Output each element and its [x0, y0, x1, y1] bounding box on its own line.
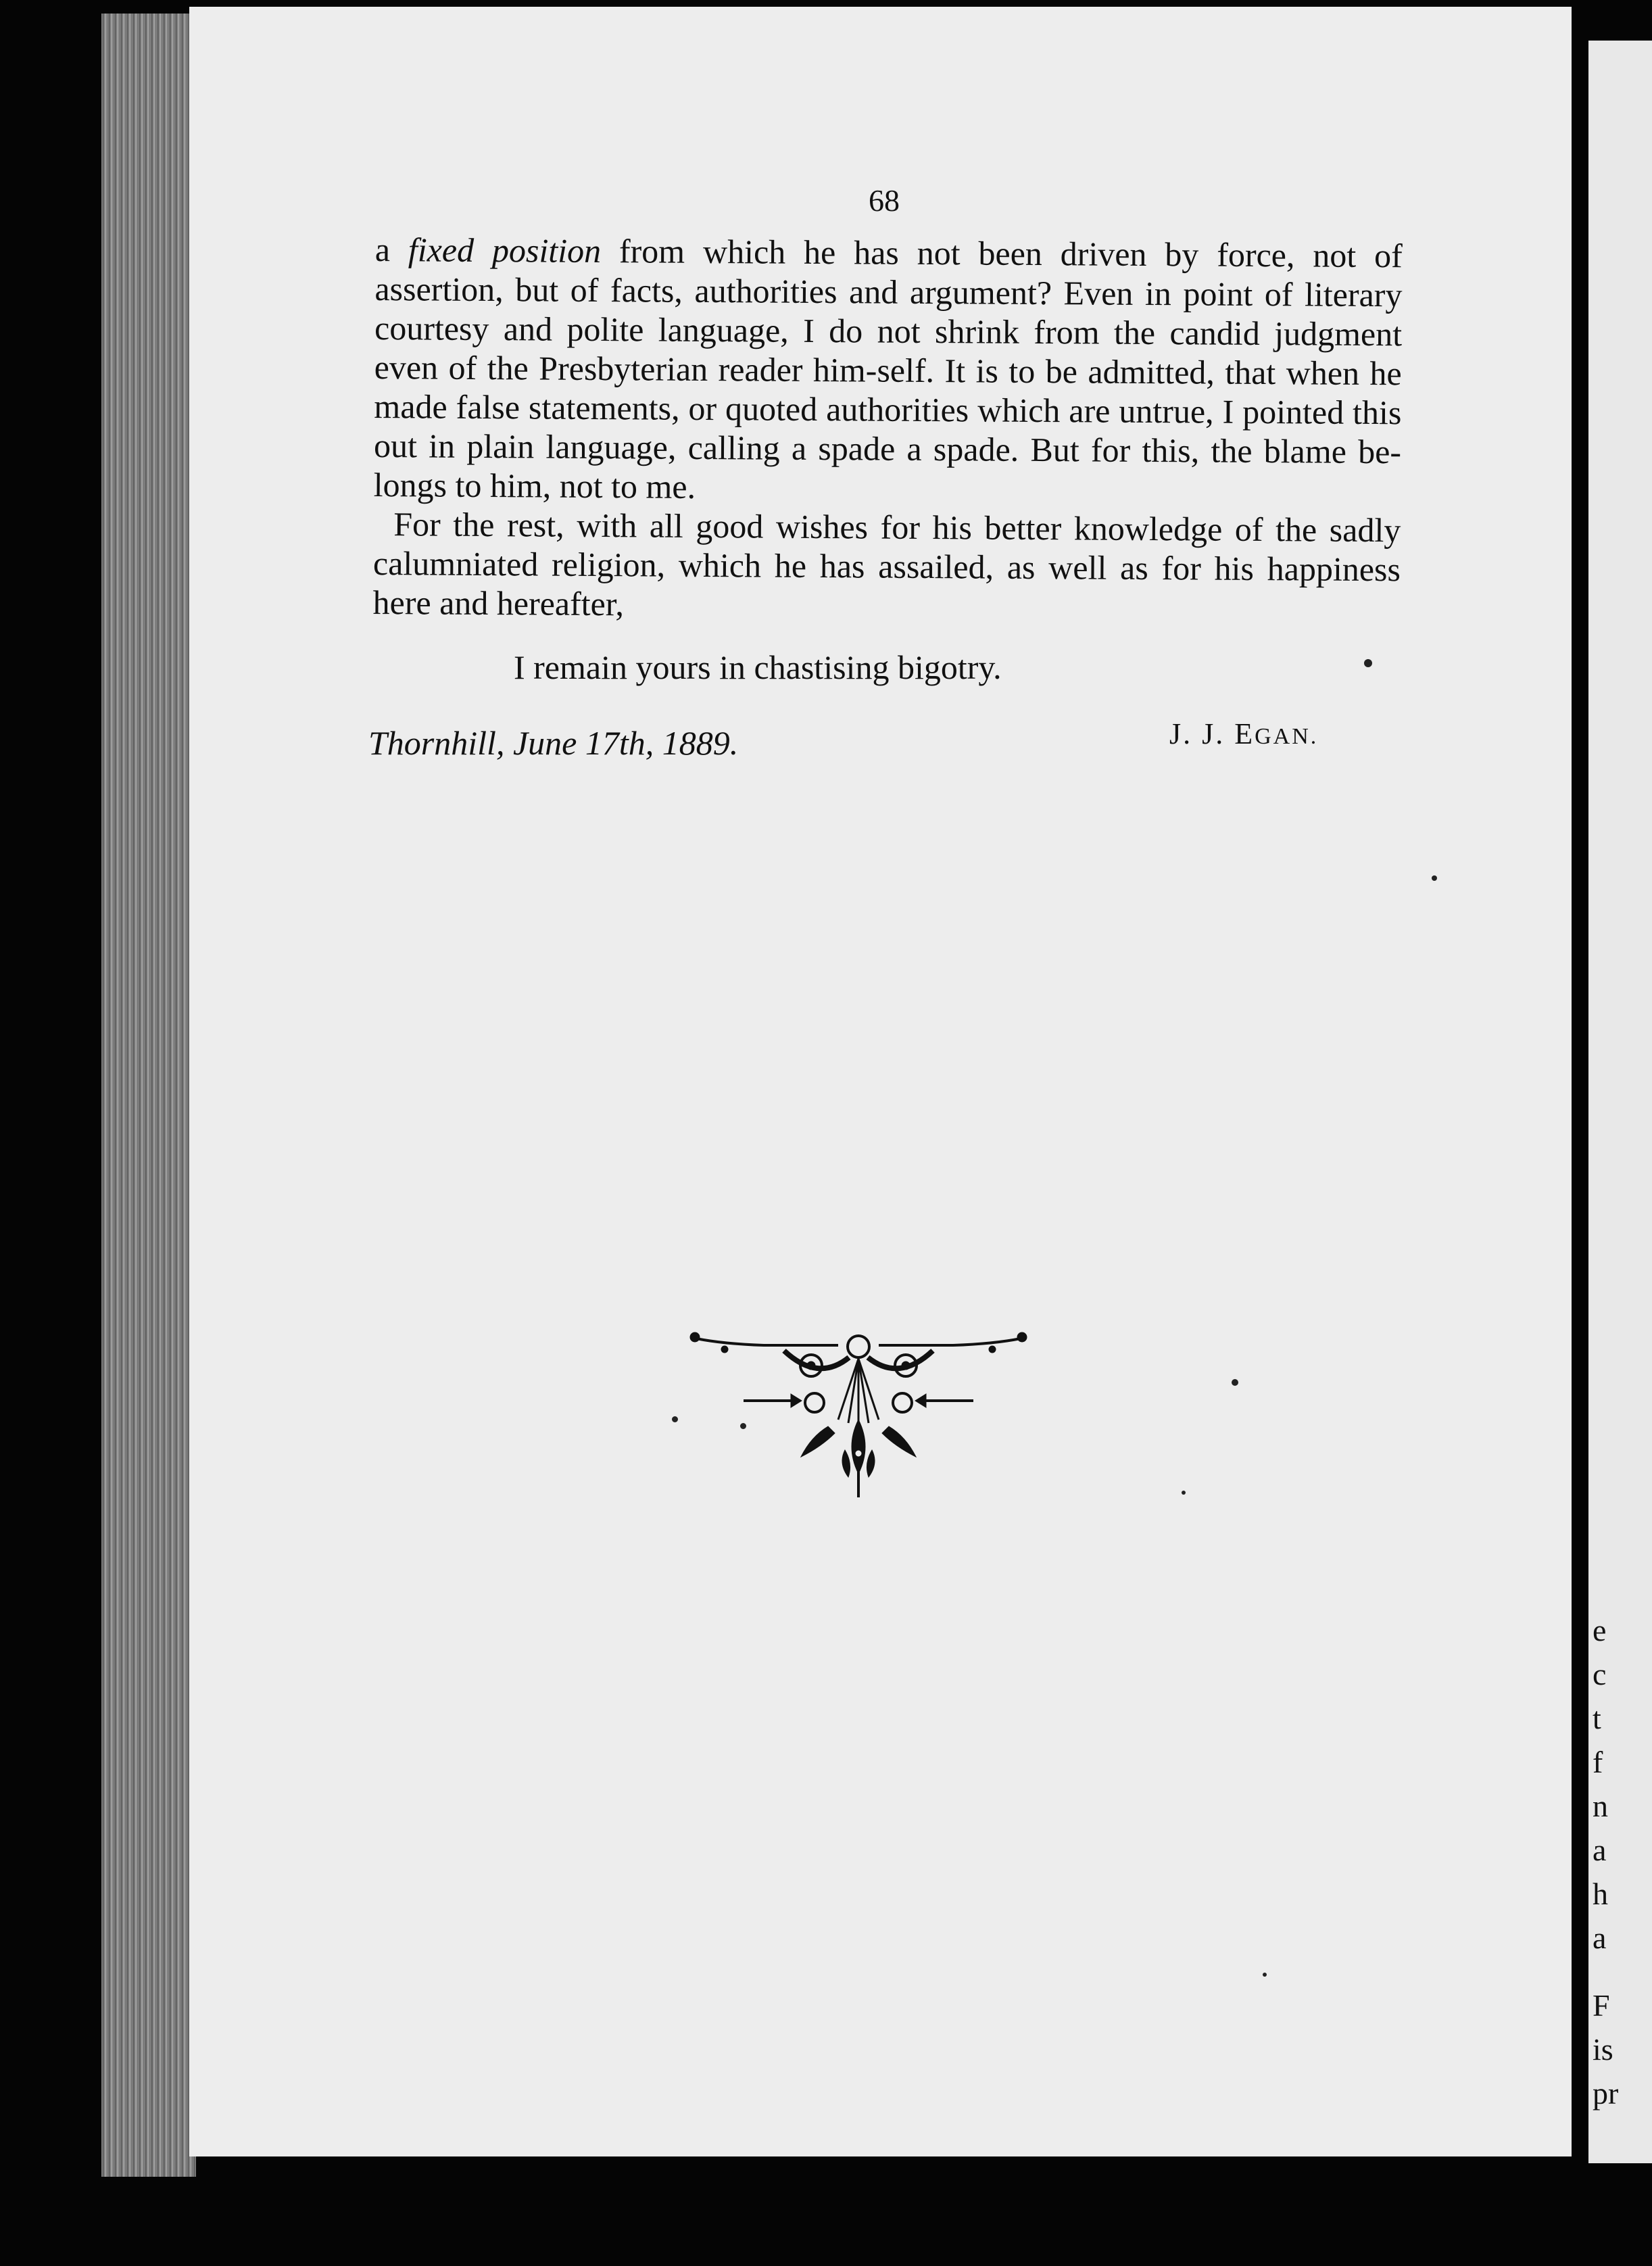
facing-page-edge — [1588, 41, 1652, 2163]
signature — [1169, 717, 1318, 751]
facing-page-fragment: c — [1593, 1657, 1607, 1691]
facing-page-fragment: a — [1593, 1833, 1607, 1867]
scan-speck — [1182, 1491, 1186, 1495]
letter-body — [372, 230, 1403, 628]
scan-speck — [1432, 875, 1437, 881]
scan-speck — [1364, 659, 1372, 667]
facing-page-fragment: is — [1593, 2032, 1613, 2067]
scan-speck — [672, 1416, 678, 1422]
paragraph-2: For the rest, with all good wishes for his better knowledge of the sadly calumniated religion, which he has assailed, as well as for his happiness here and hereafter, — [372, 505, 1401, 623]
dateline: Thornhill, June 17th, 1889. — [368, 724, 739, 762]
page-number: 68 — [869, 183, 900, 218]
facing-page-fragment: a — [1593, 1921, 1607, 1955]
scan-speck — [1263, 1973, 1267, 1977]
scan-speck — [740, 1423, 746, 1429]
facing-page-fragment: pr — [1593, 2076, 1619, 2111]
paragraph-1-lead: a — [374, 230, 409, 269]
facing-page-fragment: f — [1593, 1745, 1603, 1779]
facing-page-fragment: n — [1593, 1789, 1608, 1823]
facing-page-fragment: t — [1593, 1701, 1601, 1735]
ornament-tailpiece-icon — [683, 1318, 1034, 1501]
signature-initials: J. J. E — [1169, 717, 1255, 750]
book-page-edges — [101, 14, 196, 2177]
facing-page-fragment: e — [1593, 1613, 1607, 1647]
closing-line: I remain yours in chastising bigotry. — [514, 648, 1002, 686]
paragraph-1-text: from which he has not been driven by force, not of assertion, but of facts, authorities and argument? Even in point of literary courtesy and polite language, I do not shrink from the candid judgment even of the Presbyterian reader him-self. It is to be admitted, that when he made false statements, or quoted authorities which are untrue, I pointed this out in plain language, calling a spade a spade. But for this, the blame be-longs to him, not to me. — [373, 232, 1403, 506]
facing-page-fragment: h — [1593, 1877, 1608, 1911]
paragraph-1 — [374, 230, 1403, 510]
facing-page-fragment: F — [1593, 1988, 1610, 2023]
signature-surname-smallcaps: GAN. — [1255, 724, 1319, 749]
italic-phrase: fixed position — [408, 231, 602, 270]
scan-speck — [1232, 1379, 1238, 1386]
